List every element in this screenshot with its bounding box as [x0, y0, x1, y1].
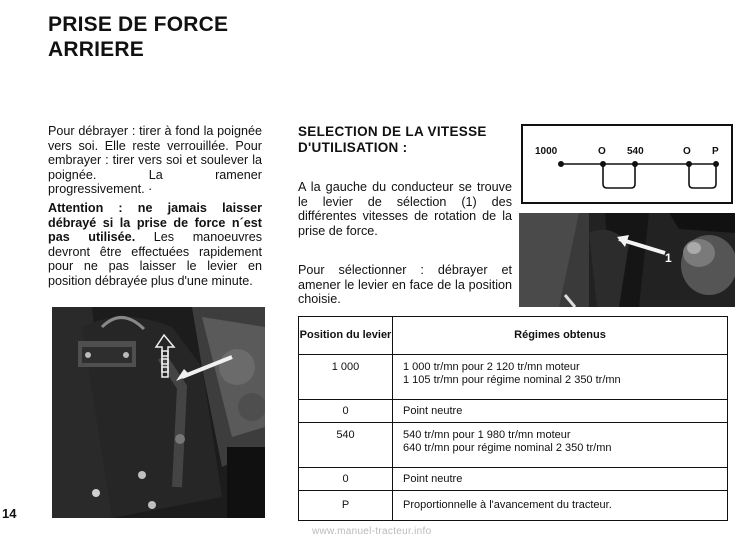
heading-line-1: SELECTION DE LA VITESSE	[298, 124, 487, 139]
footer-watermark: www.manuel-tracteur.info	[312, 526, 432, 537]
lever-label-neutral-1: O	[598, 146, 606, 157]
lever-stop-neutral-1	[600, 161, 606, 167]
row-3-position: 540	[299, 423, 393, 468]
lever-callout-number: 1	[665, 251, 672, 265]
table-row	[299, 355, 728, 400]
row-1-regime	[393, 355, 728, 400]
lever-label-1000: 1000	[535, 146, 558, 157]
attention-detail: Les manoeuvres devront être effectuées rapidement pour ne pas laisser le levier en position débrayée plus d'une minute.	[48, 230, 262, 288]
lever-gate-svg	[523, 126, 731, 202]
attention-paragraph	[48, 201, 262, 289]
table-row	[299, 423, 728, 468]
table-header-row	[299, 317, 728, 355]
lever-stop-1000	[558, 161, 564, 167]
header-regimes: Régimes obtenus	[393, 317, 728, 355]
lever-stop-540	[632, 161, 638, 167]
attention-warning: Attention : ne jamais laisser débrayé si la prise de force n´est pas utilisée.	[48, 200, 262, 245]
header-position: Position du levier	[299, 317, 393, 355]
heading-line-2: D'UTILISATION :	[298, 140, 408, 155]
selector-lever-illustration	[519, 213, 735, 307]
title-line-1: PRISE DE FORCE	[48, 13, 229, 36]
lever-label-neutral-2: O	[683, 146, 691, 157]
lever-gate-path	[561, 164, 716, 188]
page-title	[48, 12, 228, 62]
pto-lever-photo	[52, 307, 265, 518]
row-4-regime: Point neutre	[393, 468, 728, 491]
table-row	[299, 400, 728, 423]
row-5-position: P	[299, 491, 393, 521]
row-3-regime-line-1: 540 tr/mn pour 1 980 tr/mn moteur	[403, 429, 571, 441]
row-4-position: 0	[299, 468, 393, 491]
section-heading	[298, 124, 513, 156]
lever-stop-p	[713, 161, 719, 167]
row-1-position: 1 000	[299, 355, 393, 400]
selector-description: A la gauche du conducteur se trouve le levier de sélection (1) des différentes vitesses de rotation de la prise de force.	[298, 180, 512, 238]
lever-stop-neutral-2	[686, 161, 692, 167]
row-3-regime	[393, 423, 728, 468]
row-1-regime-line-1: 1 000 tr/mn pour 2 120 tr/mn moteur	[403, 361, 580, 373]
lever-position-diagram	[521, 124, 733, 204]
pto-lever-illustration	[52, 307, 265, 518]
table-row	[299, 468, 728, 491]
lever-label-540: 540	[627, 146, 644, 157]
title-line-2: ARRIERE	[48, 38, 144, 61]
selector-lever-photo	[519, 213, 735, 307]
row-5-regime: Proportionnelle à l'avancement du tracteur.	[393, 491, 728, 521]
row-3-regime-line-2: 640 tr/mn pour régime nominal 2 350 tr/mn	[403, 442, 612, 454]
row-2-position: 0	[299, 400, 393, 423]
table-row	[299, 491, 728, 521]
lever-label-p: P	[712, 146, 719, 157]
selection-instructions: Pour sélectionner : débrayer et amener le levier en face de la position choisie.	[298, 263, 512, 307]
left-text-block	[48, 124, 262, 289]
regimes-table	[298, 316, 728, 521]
page-number: 14	[2, 506, 17, 521]
row-2-regime: Point neutre	[393, 400, 728, 423]
row-1-regime-line-2: 1 105 tr/mn pour régime nominal 2 350 tr/mn	[403, 374, 621, 386]
disengage-instructions: Pour débrayer : tirer à fond la poignée vers soi. Elle reste verrouillée. Pour embrayer : tirer vers soi et soulever la poignée. La ramener progressivement. ·	[48, 124, 262, 197]
